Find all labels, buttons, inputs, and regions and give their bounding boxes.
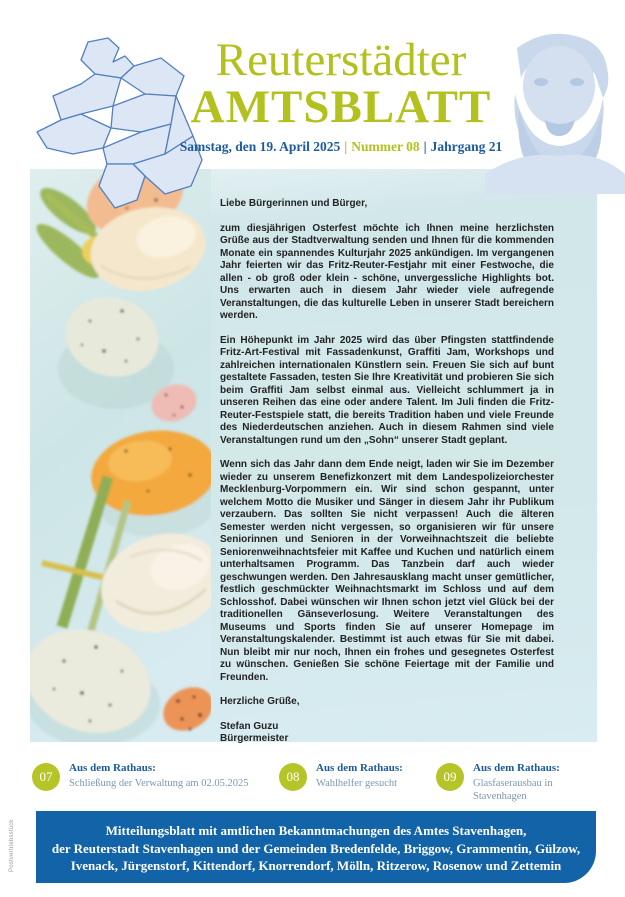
teaser-title: Glasfaserausbau in Stavenhagen: [473, 778, 553, 802]
teaser-item: [279, 762, 403, 791]
issue-number: Nummer 08: [351, 139, 420, 154]
teaser-title: Wahlhelfer gesucht: [316, 778, 398, 789]
issue-volume: Jahrgang 21: [430, 139, 503, 154]
issue-date: Samstag, den 19. April 2025: [179, 139, 341, 154]
teaser-title: Schließung der Verwaltung am 02.05.2025: [69, 778, 249, 789]
teaser-category: Aus dem Rathaus:: [473, 762, 560, 774]
letter-paragraph: zum diesjährigen Osterfest möchte ich Ihnen meine herzlichsten Grüße aus der Stadtverwaltung senden und Ihnen für die kommenden Monate ein spannendes Kulturjahr 2025 ankündigen. Im vergangenen Jahr feierten wir das Fritz-Reuter-Festjahr mit einer Festwoche, die allen - ob groß oder klein - schöne, unvergessliche Highlights bot. Uns erwarten auch in diesem Jahr wieder viele aufregende Veranstaltungen, die das kulturelle Leben in unserer Stadt bereichern werden.: [220, 222, 554, 321]
margin-postal-mark: Postvertriebsstück: [9, 819, 15, 872]
masthead: [150, 34, 532, 133]
letter-closing: Herzliche Grüße,: [220, 696, 300, 707]
teaser-category: Aus dem Rathaus:: [69, 762, 156, 774]
issue-date-line: [150, 139, 532, 155]
teaser-category: Aus dem Rathaus:: [316, 762, 403, 774]
letter-paragraph: Ein Höhepunkt im Jahr 2025 wird das über Pfingsten stattfindende Fritz-Art-Festival mit Fassadenkunst, Graffiti Jam, Workshops und zahlreichen internationalen Künstlern sein. Freuen Sie sich auf bunt gestaltete Fassaden, testen Sie Ihre Kreativität und probieren Sie sich beim Graffiti Jam selbst einmal aus. Vielleicht schlummert ja in unseren Reihen das eine oder andere Talent. Im Juli finden die Fritz-Reuter-Festspiele statt, die bereits Tradition haben und viele Freunde des Niederdeutschen anziehen. Auch in diesem Rahmen sind viele Veranstaltungen rund um den „Sohn“ unserer Stadt geplant.: [220, 334, 554, 446]
signature-role: Bürgermeister: [220, 733, 289, 744]
banner-line: Mitteilungsblatt mit amtlichen Bekanntmachungen des Amtes Stavenhagen,: [105, 823, 527, 838]
page-title-line2: AMTSBLATT: [190, 81, 492, 133]
teaser-row: [32, 762, 602, 806]
page-number-badge: 08: [279, 763, 307, 791]
teaser-item: [32, 762, 248, 791]
separator-pipe: |: [423, 139, 427, 154]
content-area: [30, 169, 597, 742]
banner-line: der Reuterstadt Stavenhagen und der Gemeinden Bredenfelde, Briggow, Grammentin, Gülzow,: [51, 840, 581, 856]
official-bulletin-banner: [36, 811, 596, 883]
teaser-item: [436, 762, 602, 803]
signature-name: Stefan Guzu: [220, 720, 279, 732]
page-number-badge: 07: [32, 763, 60, 791]
page-title-line1: Reuterstädter: [215, 34, 467, 86]
separator-pipe: |: [344, 139, 348, 154]
easter-eggs-tulips-photo: [30, 169, 211, 742]
letter-salutation: Liebe Bürgerinnen und Bürger,: [220, 198, 368, 209]
mayor-letter: [220, 198, 554, 746]
letter-paragraph: Wenn sich das Jahr dann dem Ende neigt, laden wir Sie im Dezember wieder zu unserem Benefizkonzert mit dem Landespolizeiorchester Mecklenburg-Vorpommern ein. Wir sind schon gespannt, unter welchem Motto die Musiker und Sänger in diesem Jahr ihr Publikum verzaubern. Das sollten Sie nicht verpassen! Auch die älteren Semester werden nicht vergessen, so organisieren wir für unsere Seniorinnen und Senioren in der Vorweihnachtszeit die beliebte Seniorenweihnachtsfeier mit Kaffee und Kuchen und natürlich einem unterhaltsamen Programm. Das Tanzbein darf auch wieder geschwungen werden. Den Jahresausklang macht unser gemütlicher, festlich geschmückter Weihnachtsmarkt im Schloss und auf dem Schlosshof. Dabei wünschen wir Ihnen schon jetzt viel Glück bei der traditionellen Gänseverlosung. Weitere Veranstaltungen des Museums und Sports finden Sie auf unserer Homepage im Veranstaltungskalender. Bestimmt ist auch etwas für Sie mit dabei. Nun bleibt mir nur noch, Ihnen ein frohes und gesegnetes Osterfest zu wünschen. Genießen Sie schöne Feiertage mit der Familie und Freunden.: [220, 459, 554, 683]
banner-line: Ivenack, Jürgenstorf, Kittendorf, Knorrendorf, Mölln, Ritzerow, Rosenow und Zettemin: [70, 858, 562, 873]
page-number-badge: 09: [436, 763, 464, 791]
